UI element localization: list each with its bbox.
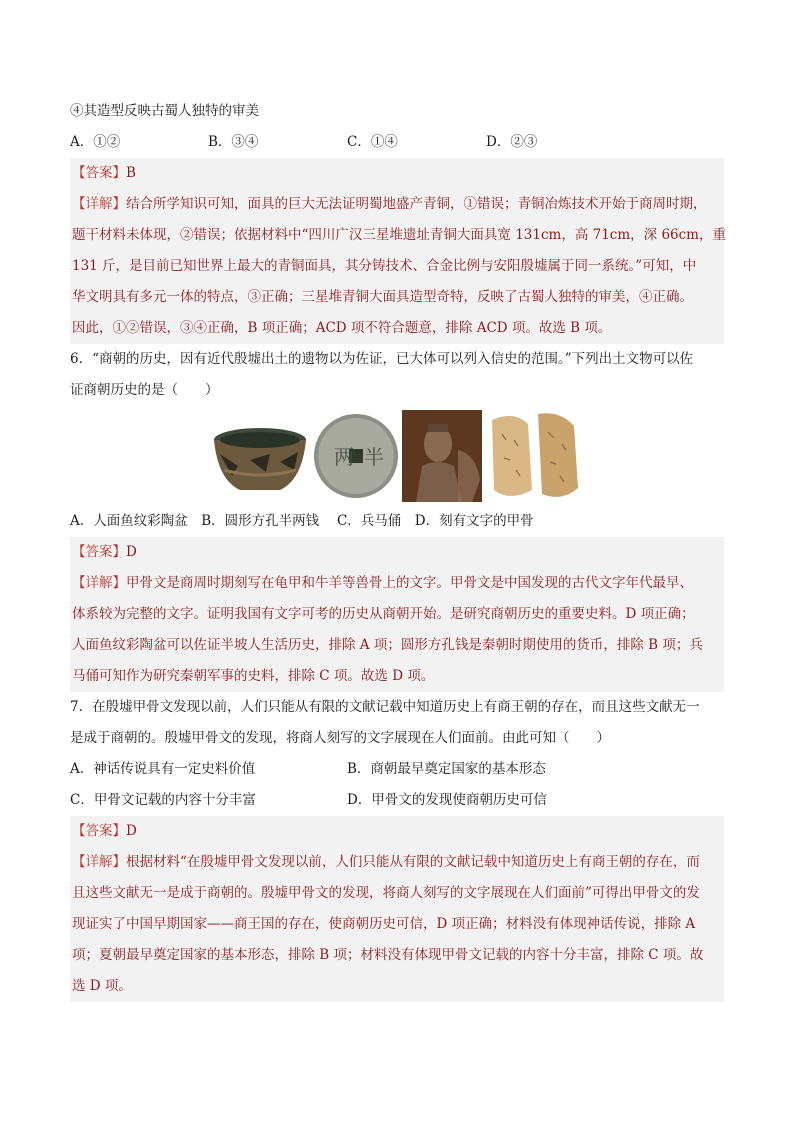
- q7-detail-line: 且这些文献无一是成于商朝的。殷墟甲骨文的发现，将商人刻写的文字展现在人们面前”可得出甲骨文的发: [72, 885, 700, 901]
- q7-detail-line: 【详解】根据材料“在殷墟甲骨文发现以前，人们只能从有限的文献记载中知道历史上有商王朝的存在，而: [72, 854, 700, 870]
- q5-option-d: D．②③: [486, 134, 538, 150]
- q6-image-row: [70, 406, 724, 506]
- detail-tag: 【详解】: [72, 854, 126, 870]
- q7-option-b: B．商朝最早奠定国家的基本形态: [347, 761, 546, 777]
- answer-tag: 【答案】: [72, 165, 126, 181]
- q5-detail-line: 题干材料未体现，②错误；依据材料中“四川广汉三星堆遗址青铜大面具宽 131cm，高 71cm，深 66cm，重: [72, 227, 726, 243]
- coin-image: [312, 410, 400, 502]
- q5-option-c: C．①④: [347, 134, 398, 150]
- q6-detail-line: 【详解】甲骨文是商周时期刻写在龟甲和牛羊等兽骨上的文字。甲骨文是中国发现的古代文字年代最早、: [72, 575, 693, 591]
- q7-stem-line: 是成于商朝的。殷墟甲骨文的发现，将商人刻写的文字展现在人们面前。由此可知（ ）: [70, 730, 610, 746]
- q7-detail-line: 现证实了中国早期国家——商王国的存在，使商朝历史可信，D 项正确；材料没有体现神话传说，排除 A: [72, 916, 696, 932]
- q6-answer: D: [126, 544, 137, 560]
- q7-answer: D: [126, 823, 137, 839]
- q5-answer: B: [126, 165, 136, 181]
- q5-options: [70, 127, 724, 158]
- q5-detail-line: 【详解】结合所学知识可知，面具的巨大无法证明蜀地盛产青铜，①错误；青铜冶炼技术开始于商周时期，: [72, 196, 707, 212]
- document-page: [70, 96, 724, 1002]
- terracotta-warrior-image: [402, 410, 482, 502]
- q5-option-b: B．③④: [208, 134, 259, 150]
- q6-options: A．人面鱼纹彩陶盆 B．圆形方孔半两钱 C．兵马俑 D．刻有文字的甲骨: [70, 513, 534, 529]
- q7-options-row-1: [70, 754, 724, 785]
- q7-option-c: C．甲骨文记载的内容十分丰富: [70, 792, 256, 808]
- q7-stem-line: 7．在殷墟甲骨文发现以前，人们只能从有限的文献记载中知道历史上有商王朝的存在，而且这些文献无一: [70, 699, 700, 715]
- answer-tag: 【答案】: [72, 544, 126, 560]
- q6-stem-line: 6．“商朝的历史，因有近代殷墟出土的遗物以为佐证，已大体可以列入信史的范围。”下列出土文物可以佐: [70, 351, 694, 367]
- coin-char-left: 两: [334, 445, 354, 469]
- pottery-basin-image: [210, 410, 310, 502]
- answer-tag: 【答案】: [72, 823, 126, 839]
- q5-option-a: A．①②: [70, 134, 121, 150]
- coin-char-right: 半: [364, 445, 384, 469]
- q5-answer-line: [72, 158, 722, 189]
- q6-answer-block: [70, 537, 724, 692]
- q5-detail-line: 131 斤，是目前已知世界上最大的青铜面具，其分铸技术、合金比例与安阳殷墟属于同一系统。”可知，中: [72, 258, 697, 274]
- q7-detail-line: 项；夏朝最早奠定国家的基本形态，排除 B 项；材料没有体现甲骨文记载的内容十分丰富，排除 C 项。故: [72, 947, 704, 963]
- detail-tag: 【详解】: [72, 196, 126, 212]
- q6-detail-line: 体系较为完整的文字。证明我国有文字可考的历史从商朝开始。是研究商朝历史的重要史料。D 项正确；: [72, 606, 695, 622]
- oracle-bone-image: [484, 410, 584, 502]
- detail-tag: 【详解】: [72, 575, 126, 591]
- q6-detail-line: 人面鱼纹彩陶盆可以佐证半坡人生活历史，排除 A 项；圆形方孔钱是秦朝时期使用的货币，排除 B 项；兵: [72, 637, 703, 653]
- q7-option-a: A．神话传说具有一定史料价值: [70, 761, 256, 777]
- q6-detail-line: 马俑可知作为研究秦朝军事的史料，排除 C 项。故选 D 项。: [72, 668, 435, 684]
- q7-options-row-2: [70, 785, 724, 816]
- q5-statement-4: ④其造型反映古蜀人独特的审美: [70, 103, 259, 119]
- q6-answer-line: [72, 537, 722, 568]
- q6-stem-line: 证商朝历史的是（ ）: [70, 382, 219, 398]
- q7-option-d: D．甲骨文的发现使商朝历史可信: [347, 792, 547, 808]
- q7-answer-block: [70, 816, 724, 1002]
- q7-detail-line: 选 D 项。: [72, 978, 132, 994]
- q7-answer-line: [72, 816, 722, 847]
- q5-answer-block: [70, 158, 724, 344]
- q5-detail-line: 因此，①②错误，③④正确，B 项正确；ACD 项不符合题意，排除 ACD 项。故选 B 项。: [72, 320, 612, 336]
- q5-detail-line: 华文明具有多元一体的特点，③正确；三星堆青铜大面具造型奇特，反映了古蜀人独特的审美，④正确。: [72, 289, 693, 305]
